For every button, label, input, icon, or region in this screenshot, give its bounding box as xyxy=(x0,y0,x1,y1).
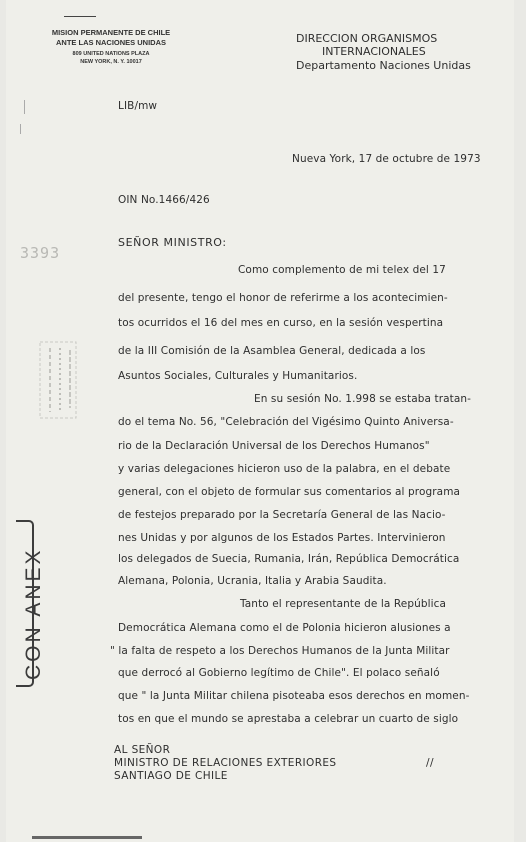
body-line: do el tema No. 56, "Celebración del Vigésimo Quinto Aniversa- xyxy=(118,416,454,428)
body-line: de festejos preparado por la Secretaría General de las Nacio- xyxy=(118,509,446,521)
body-line: rio de la Declaración Universal de los Derechos Humanos" xyxy=(118,440,430,452)
body-line: Como complemento de mi telex del 17 xyxy=(238,264,446,276)
margin-mark xyxy=(20,124,21,134)
bottom-edge-mark xyxy=(32,836,142,839)
registry-stamp-number: 3393 xyxy=(20,244,61,262)
addressee-line-1: AL SEÑOR xyxy=(114,744,171,756)
addressee-line-3: SANTIAGO DE CHILE xyxy=(114,770,228,782)
letterhead-department: Departamento Naciones Unidas xyxy=(296,59,471,72)
body-line: tos en que el mundo se aprestaba a celebrar un cuarto de siglo xyxy=(118,713,459,725)
letterhead-mission-line-1: MISION PERMANENTE DE CHILE xyxy=(51,28,171,37)
body-line: que " la Junta Militar chilena pisoteaba esos derechos en momen- xyxy=(118,690,470,702)
salutation: SEÑOR MINISTRO: xyxy=(118,236,227,249)
letterhead-mission-line-2: ANTE LAS NACIONES UNIDAS xyxy=(55,38,166,47)
continuation-mark: // xyxy=(426,757,434,769)
body-line: general, con el objeto de formular sus comentarios al programa xyxy=(118,486,461,498)
body-line: En su sesión No. 1.998 se estaba tratan- xyxy=(254,393,472,405)
body-line: y varias delegaciones hicieron uso de la palabra, en el debate xyxy=(118,463,451,475)
addressee-line-2: MINISTRO DE RELACIONES EXTERIORES xyxy=(114,757,337,769)
letterhead-address-line-2: NEW YORK, N. Y. 10017 xyxy=(80,59,142,65)
body-line: Alemana, Polonia, Ucrania, Italia y Arabia Saudita. xyxy=(118,575,387,587)
margin-mark xyxy=(24,100,25,114)
letterhead-direction-line-2: INTERNACIONALES xyxy=(322,45,426,58)
body-line: que derrocó al Gobierno legítimo de Chile". El polaco señaló xyxy=(118,667,440,679)
letterhead-rule xyxy=(64,16,96,17)
body-line: de la III Comisión de la Asamblea General, dedicada a los xyxy=(118,345,426,357)
body-line: Tanto el representante de la República xyxy=(240,598,447,610)
received-stamp-mark xyxy=(30,338,86,422)
annex-annotation: CON ANEX xyxy=(22,547,45,680)
body-line: los delegados de Suecia, Rumania, Irán, República Democrática xyxy=(118,553,460,565)
reference-initials: LIB/mw xyxy=(118,100,158,112)
body-line: tos ocurridos el 16 del mes en curso, en la sesión vespertina xyxy=(118,317,444,329)
body-line: nes Unidas y por algunos de los Estados Partes. Intervinieron xyxy=(118,532,446,544)
document-number: OIN No.1466/426 xyxy=(118,194,210,206)
body-line: Democrática Alemana como el de Polonia hicieron alusiones a xyxy=(118,622,451,634)
body-line: " la falta de respeto a los Derechos Humanos de la Junta Militar xyxy=(110,645,450,657)
date-line: Nueva York, 17 de octubre de 1973 xyxy=(292,153,481,165)
letterhead-direction-line-1: DIRECCION ORGANISMOS xyxy=(296,32,438,45)
letterhead-address-line-1: 809 UNITED NATIONS PLAZA xyxy=(72,51,150,57)
body-line: del presente, tengo el honor de referirme a los acontecimien- xyxy=(118,292,448,304)
letter-page xyxy=(6,0,514,842)
body-line: Asuntos Sociales, Culturales y Humanitarios. xyxy=(118,370,358,382)
